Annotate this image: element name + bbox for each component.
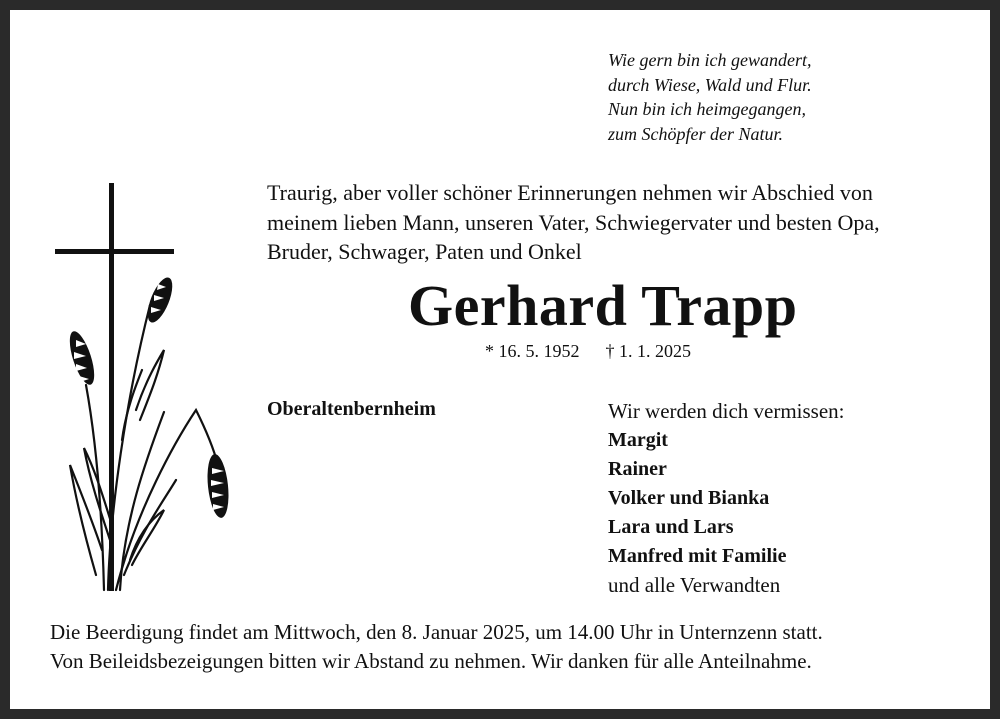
mourners-closing: und alle Verwandten xyxy=(608,573,781,597)
memorial-poem xyxy=(608,48,812,146)
mourner-name: Volker und Bianka xyxy=(608,487,770,509)
life-dates xyxy=(485,341,691,362)
mourner-name: Manfred mit Familie xyxy=(608,545,787,567)
poem-line: durch Wiese, Wald und Flur. xyxy=(608,74,812,95)
funeral-line: Von Beileidsbezeigungen bitten wir Abstand zu nehmen. Wir danken für alle Anteilnahme. xyxy=(50,649,812,673)
intro-text xyxy=(267,178,967,267)
mourners-intro: Wir werden dich vermissen: xyxy=(608,399,845,423)
death-date: † 1. 1. 2025 xyxy=(605,341,691,361)
mourner-name: Lara und Lars xyxy=(608,516,734,538)
poem-line: zum Schöpfer der Natur. xyxy=(608,123,783,144)
obituary-notice xyxy=(10,10,990,709)
poem-line: Wie gern bin ich gewandert, xyxy=(608,50,812,70)
funeral-info xyxy=(50,618,823,676)
mourner-name: Margit xyxy=(608,429,668,451)
deceased-name: Gerhard Trapp xyxy=(408,273,798,338)
intro-line: Bruder, Schwager, Paten und Onkel xyxy=(267,239,582,264)
birth-date: * 16. 5. 1952 xyxy=(485,341,580,361)
place-name: Oberaltenbernheim xyxy=(267,398,436,420)
intro-line: Traurig, aber voller schöner Erinnerungen nehmen wir Abschied von xyxy=(267,180,873,205)
cross-with-wheat-icon xyxy=(46,180,236,595)
mourner-name: Rainer xyxy=(608,458,667,480)
mourners-list xyxy=(608,397,845,600)
intro-line: meinem lieben Mann, unseren Vater, Schwiegervater und besten Opa, xyxy=(267,209,880,235)
poem-line: Nun bin ich heimgegangen, xyxy=(608,99,806,119)
funeral-line: Die Beerdigung findet am Mittwoch, den 8. Januar 2025, um 14.00 Uhr in Unternzenn statt. xyxy=(50,620,823,644)
